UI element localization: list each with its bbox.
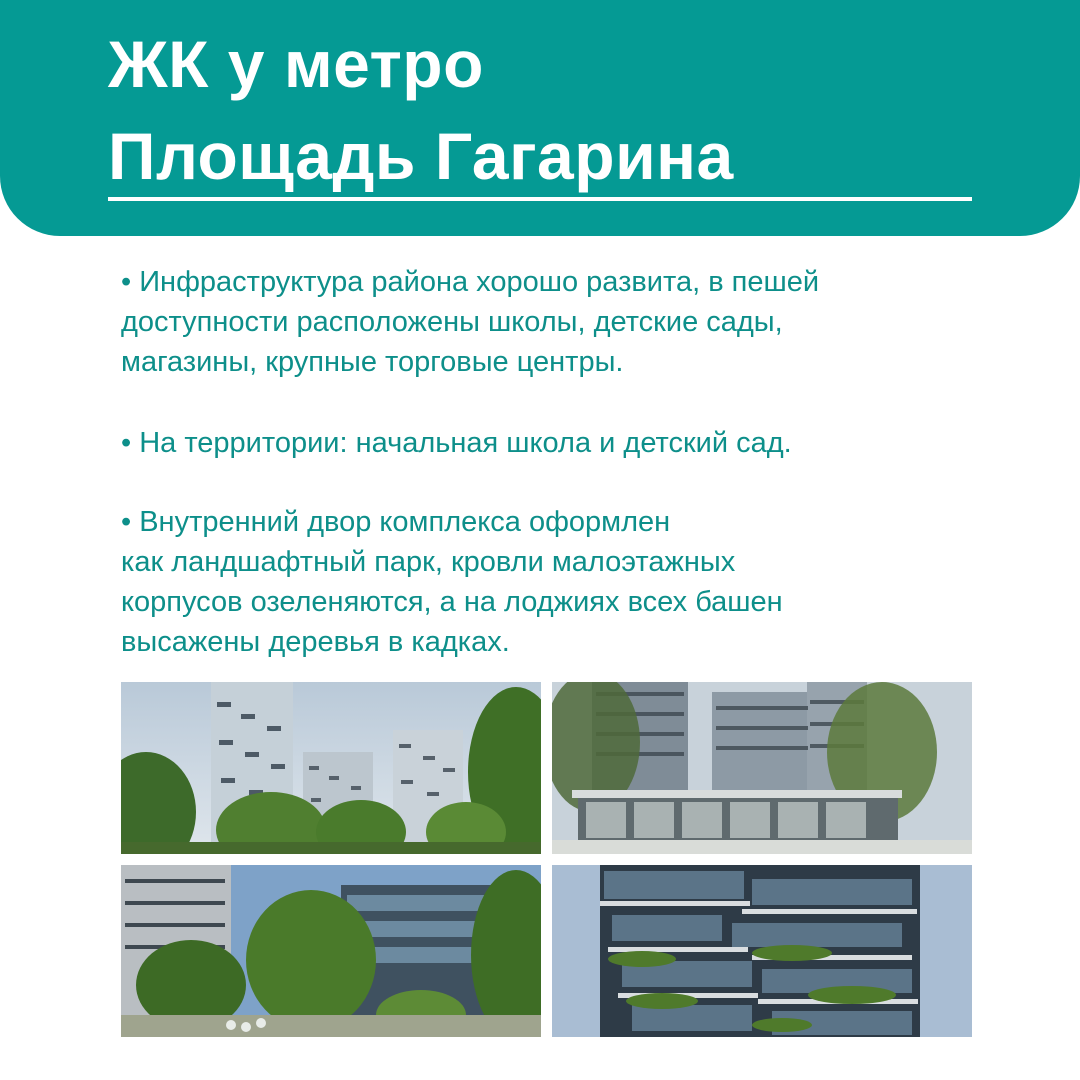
- infrastructure-paragraph: [121, 262, 981, 382]
- header-banner: [0, 0, 1080, 236]
- text-line: • На территории: начальная школа и детский сад.: [121, 427, 792, 459]
- text-line: магазины, крупные торговые центры.: [121, 346, 624, 378]
- text-line: доступности расположены школы, детские сады,: [121, 306, 783, 338]
- text-line: • Инфраструктура района хорошо развита, в пешей: [121, 266, 820, 298]
- text-line: как ландшафтный парк, кровли малоэтажных: [121, 546, 736, 578]
- page-title-line-2: Площадь Гагарина: [108, 119, 734, 193]
- residential-towers-photo: [121, 682, 541, 854]
- title-underline: [108, 197, 972, 201]
- text-line: • Внутренний двор комплекса оформлен: [121, 506, 671, 538]
- courtyard-paragraph: [121, 502, 981, 662]
- courtyard-pavilion-photo: [552, 682, 972, 854]
- courtyard-park-photo: [121, 865, 541, 1037]
- territory-paragraph: [121, 423, 981, 463]
- tower-facade-greenery-photo: [552, 865, 972, 1037]
- text-line: корпусов озеленяются, а на лоджиях всех башен: [121, 586, 783, 618]
- page-title-line-1: ЖК у метро: [108, 27, 484, 101]
- text-line: высажены деревья в кадках.: [121, 626, 510, 658]
